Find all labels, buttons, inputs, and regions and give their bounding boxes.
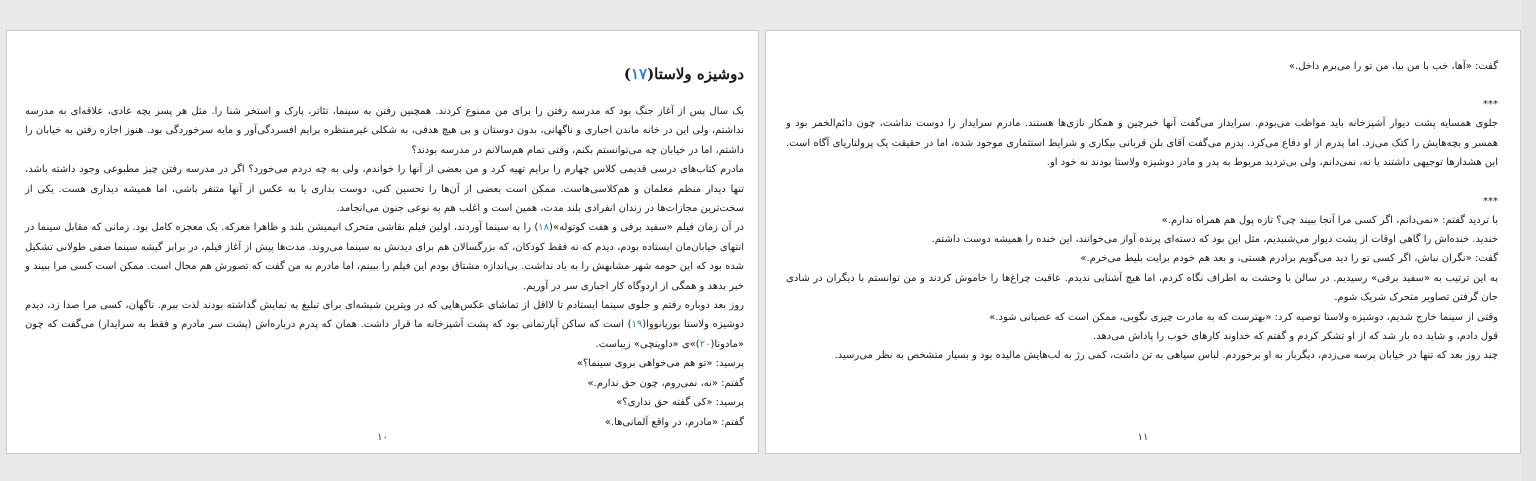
chapter-number-link[interactable]: ۱۷ <box>630 65 648 83</box>
paragraph: مادرم کتاب‌های درسی قدیمی کلاس چهارم را برایم تهیه کرد و من بعضی از آنها را خواندم، ولی به چه دردم می‌خورد؟ اگر در مدرسه رفتن چیز مطبوعی وجود داشته باشد، تنها دیدار منظم معلمان و هم‌کلاسی‌هاست. ممکن است بعضی از آن‌ها را تحسین کنی، دوست بداری یا به عکس از آنها متنفر باشی، اما همیشه دیداری هست. یکی از سخت‌ترین مجازات‌ها در زندان انفرادی بلند مدت، همین است و اغلب هم به نوعی جنون می‌انجامد. <box>25 164 744 215</box>
dialogue-line: گفتم: «نه، نمی‌روم، چون حق ندارم.» <box>587 377 744 389</box>
paragraph: چند روز بعد که تنها در خیابان پرسه می‌زدم، دیگربار به او برخوردم. لباس سیاهی به تن داشت، کمی رژ به لب‌هایش مالیده بود و بسیار متشخص به نظر می‌رسید. <box>834 350 1498 362</box>
paragraph: به این ترتیب به «سفید برفی» رسیدیم. در سالن با وحشت به اطراف نگاه کردم، اما هیچ آشنایی ندیدم. عاقبت چراغ‌ها را خاموش کردند و من توانستم با دیگران در شادی جان گرفتن تصاویر متحرک شریک شوم. <box>786 272 1498 304</box>
dialogue-line: گفت: «آها، خب با من بیا، من تو را می‌برم داخل.» <box>1288 61 1498 72</box>
section-separator: *** <box>1483 99 1498 111</box>
section-separator: *** <box>1483 195 1498 207</box>
paragraph: جلوی همسایه پشت دیوار آشپزخانه باید مواظب می‌بودم. سرایدار می‌گفت آنها خبرچین و همکار نازی‌ها هستند. مادرم سرایدار را دوست نداشت، چون دائم‌الخمر بود و همسر و بچه‌هایش را کتک می‌زد. اما پدرم از او دفاع می‌کرد. پدرم می‌گفت آقای بلن قربانی بیکاری و شرایط استثماری موجود شده، اما در حقیقت یک پرولتاریای آگاه است. این هشدارها توجیهی داشتند یا نه، نمی‌دانم، ولی بی‌تردید مربوط به پدر و مادر دوشیزه ولاستا بودند نه خود او. <box>786 118 1498 169</box>
spacer <box>786 76 1498 95</box>
page-content <box>7 64 758 432</box>
dialogue-line: پرسید: «تو هم می‌خواهی بروی سینما؟» <box>576 358 744 370</box>
paragraph: قول دادم، و شاید ده بار شد که از او تشکر کردم و گفتم که خداوند کارهای خوب را پاداش می‌دهد. <box>1093 331 1498 343</box>
footnote-ref[interactable]: ۱۸ <box>538 222 550 234</box>
paragraph: یک سال پس از آغاز جنگ بود که مدرسه رفتن را برای من ممنوع کردند. همچنین رفتن به سینما، تئاتر، پارک و استخر شنا را. مثل هر پسر بچه عادی، علاقه‌ای به مدرسه نداشتم، ولی این در خانه ماندن اجباری و ناگهانی، بدون دوستان و بی هیچ هدفی، به شکلی غیرمنتظره برایم افسردگی‌آور و مایه سرخوردگی بود. هنوز اجازه رفتن به خیابان را داشتم، اما در خیابان چه می‌توانستم بکنم، وقتی تمام هم‌سالانم در مدرسه بودند؟ <box>25 106 744 156</box>
paragraph: وقتی از سینما خارج شدیم، دوشیزه ولاستا توصیه کرد: «بهترست که به مادرت چیزی نگویی، ممکن است که عصبانی شود.» <box>989 311 1498 323</box>
dialogue-line: با تردید گفتم: «نمی‌دانم، اگر کسی مرا آنجا ببیند چی؟ تازه پول هم همراه ندارم.» <box>1161 214 1498 226</box>
footnote-ref[interactable]: ۲۰ <box>699 338 711 350</box>
paragraph: خندید. خنده‌اش را گاهی اوقات از پشت دیوار می‌شنیدیم، مثل این بود که دسته‌ای پرنده آواز می‌خوانند، این خنده را همیشه دوست داشتم. <box>931 234 1498 246</box>
viewer-scrollbar[interactable] <box>1522 0 1536 481</box>
page-content <box>766 57 1520 366</box>
dialogue-line: پرسید: «کی گفته حق نداری؟» <box>616 397 744 409</box>
page-number: ۱۰ <box>377 432 388 443</box>
document-page-right <box>765 30 1521 454</box>
document-page-left <box>6 30 759 454</box>
spacer <box>786 173 1498 192</box>
chapter-title: دوشیزه ولاستا(۱۷) <box>623 65 744 83</box>
footnote-ref[interactable]: ۱۹ <box>631 319 643 331</box>
paragraph: روز بعد دوباره رفتم و جلوی سینما ایستادم تا لااقل از تماشای عکس‌هایی که در ویترین شیشه‌ای برای تبلیغ به نمایش گذاشته بودند لذت ببرم. ناگهان، کسی مرا صدا زد، دیدم دوشیزه ولاستا بوریانووا(۱۹) است که ساکن آپارتمانی بود که پشت آشپزخانه ما قرار داشت. همان که پدرم درباره‌اش (پشت سر مادرم و فقط به سرایدار) می‌گفت که چون «مادونا(۲۰)»ی «داوینچی» زیباست. <box>25 300 744 350</box>
dialogue-line: گفت: «نگران نباش، اگر کسی تو را دید می‌گویم برادرم هستی، و بعد هم خودم برایت بلیط می‌خرم.» <box>1080 253 1498 265</box>
dialogue-line: گفتم: «مادرم، در واقع آلمانی‌ها.» <box>604 416 744 428</box>
page-number: ۱۱ <box>1137 432 1149 443</box>
paragraph: در آن زمان فیلم «سفید برفی و هفت کوتوله»(۱۸) را به سینما آوردند، اولین فیلم نقاشی متحرک انیمیشن بلند و ظاهرا معرکه. یک معجزه کامل بود. زمانی که مقابل سینما در انتهای خیابان‌مان ایستاده بودم، دیدم که نه فقط کودکان، که بزرگسالان هم برای دیدنش به سینما می‌روند. مدت‌ها پیش از آغاز فیلم، در برابر گیشه سینما صفی طولانی تشکیل شده بود که این حومه شهر مشابهش را به یاد نداشت. بی‌اندازه مشتاق بودم این فیلم را ببینم، اما مادرم به من گفت که تصورش هم محال است. ممکن است کسی مرا ببیند و خبر بدهد و همگی از اردوگاه کار اجباری سر در آوریم. <box>25 222 744 292</box>
